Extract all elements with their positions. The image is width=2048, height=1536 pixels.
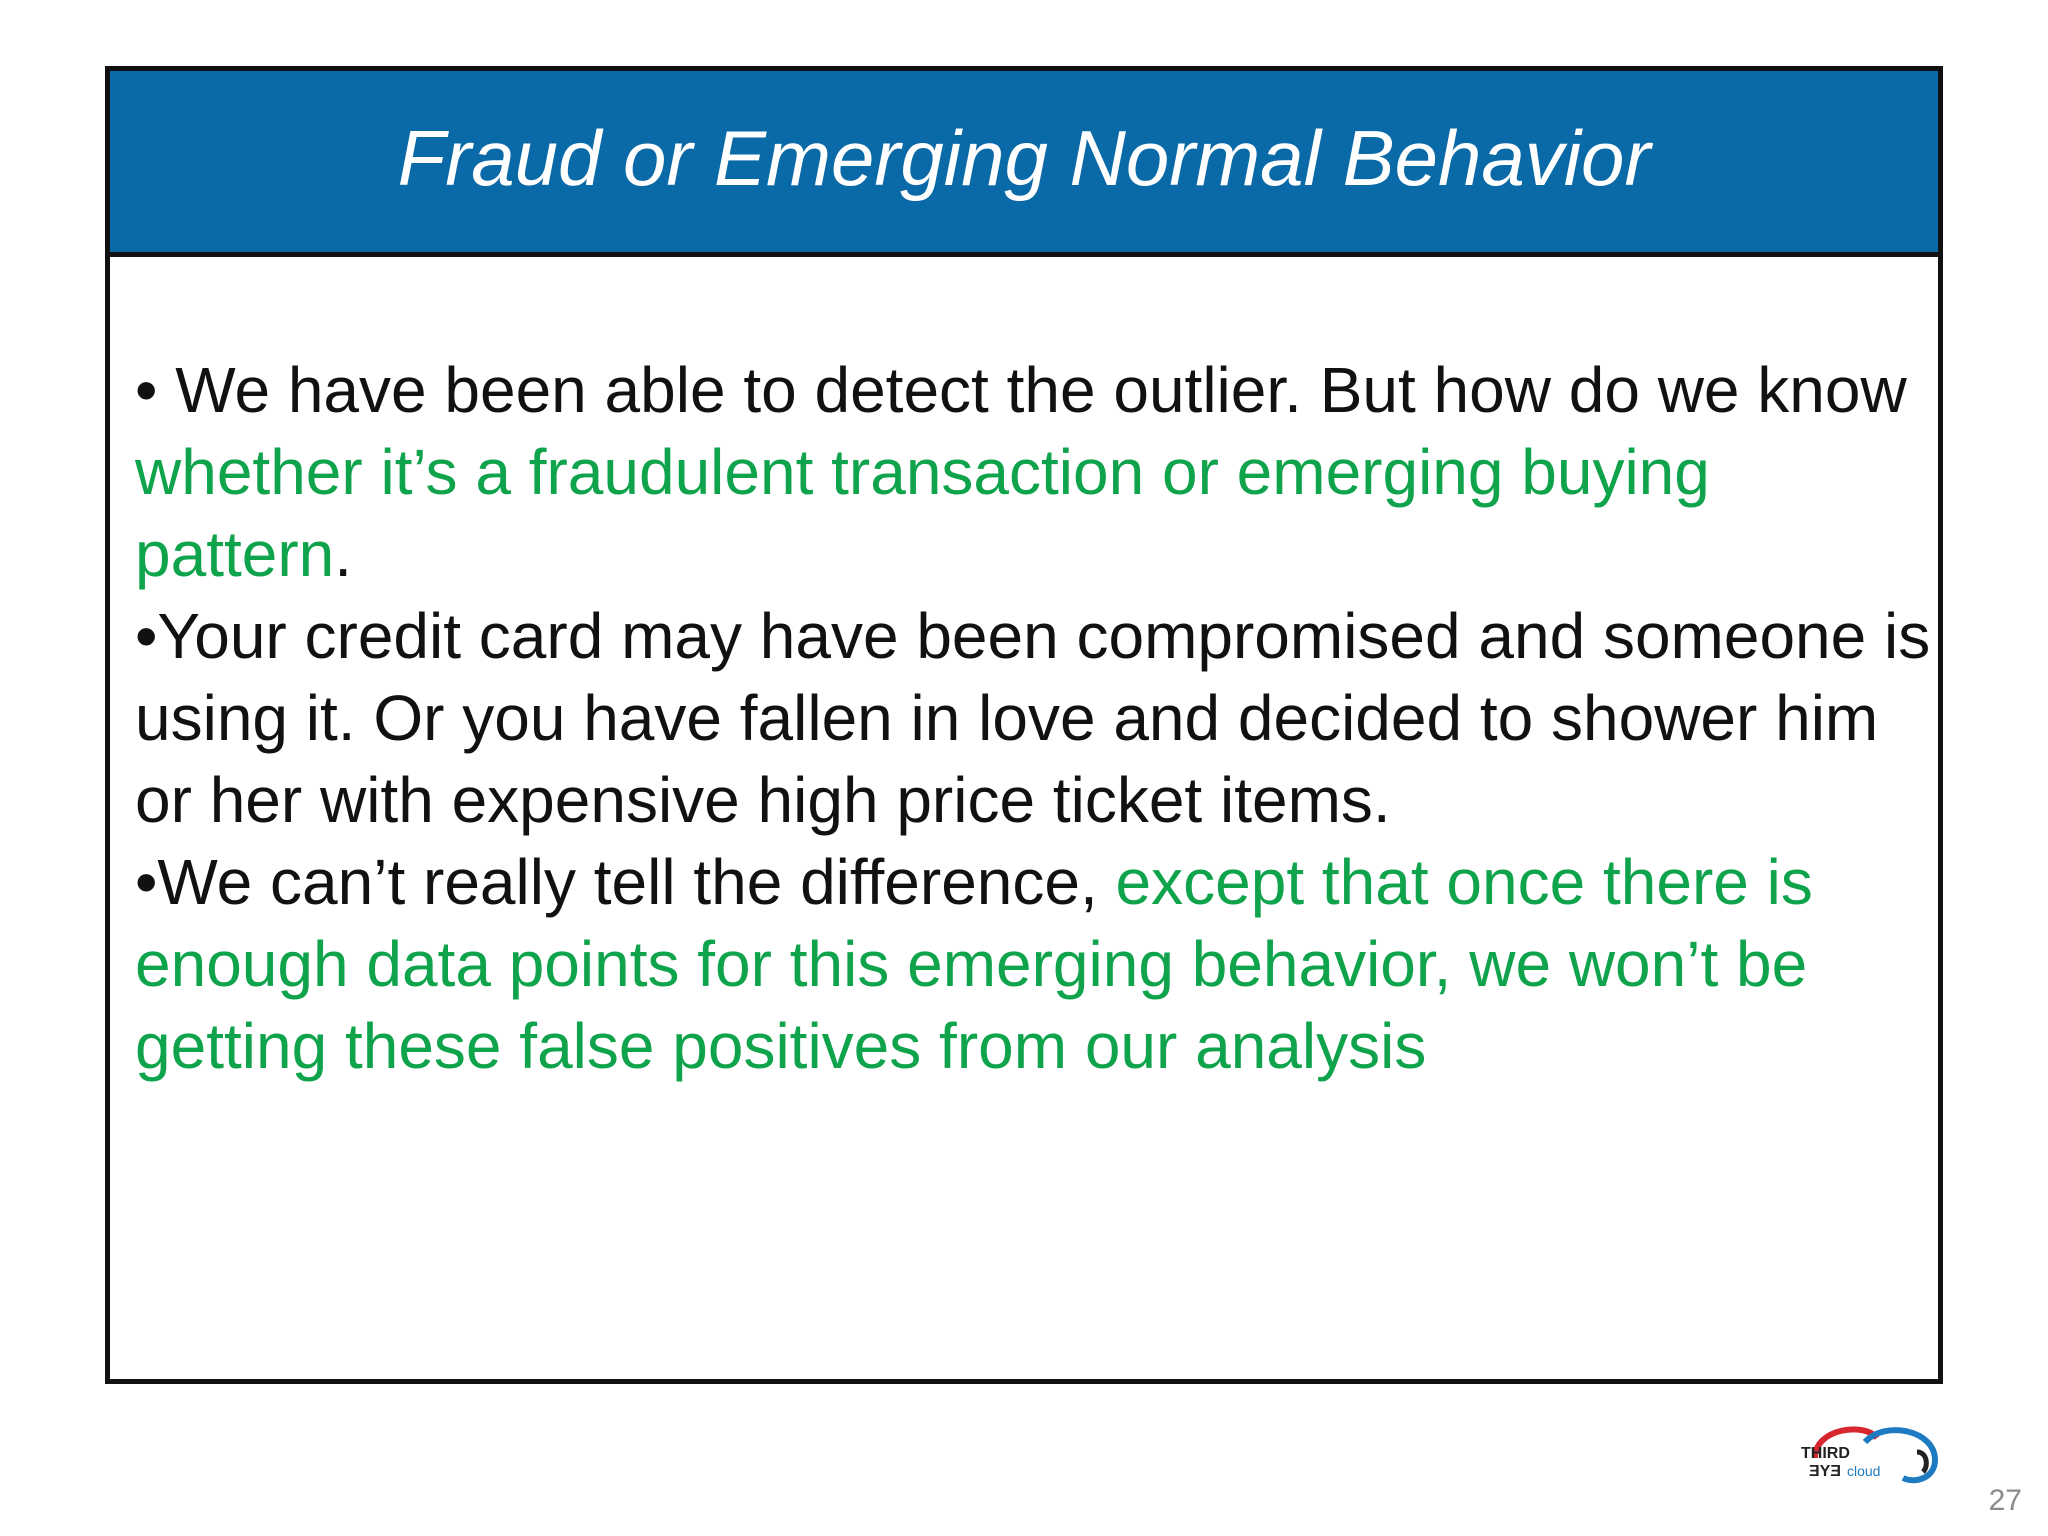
slide-title: Fraud or Emerging Normal Behavior: [397, 114, 1651, 202]
title-bar: [110, 71, 1938, 257]
slide-frame: [105, 66, 1943, 1384]
logo-text-top: THIRD: [1801, 1445, 1850, 1462]
logo-text-cloud: cloud: [1847, 1463, 1881, 1479]
bullet-3-highlight: except that once there is enough data points for this emerging behavior, we won’t be getting these false positives from our analysis: [135, 846, 1813, 1082]
third-eye-cloud-logo: [1795, 1420, 1945, 1486]
slide-body: [135, 349, 1935, 1087]
logo-mirrored-text: [1809, 1463, 1841, 1480]
bullet-1-text: • We have been able to detect the outlier. But how do we know: [135, 354, 1907, 426]
logo-dark-arc: [1917, 1452, 1926, 1472]
bullet-3-text: •We can’t really tell the difference,: [135, 846, 1116, 918]
bullet-3: [135, 841, 1935, 1087]
bullet-2: [135, 595, 1935, 841]
bullet-1-highlight: whether it’s a fraudulent transaction or emerging buying pattern: [135, 436, 1710, 590]
logo-text-bottom: EYE: [1808, 1463, 1841, 1480]
bullet-1-suffix: .: [334, 518, 353, 590]
bullet-1: [135, 349, 1935, 595]
bullet-2-text: •Your credit card may have been compromised and someone is using it. Or you have fallen in love and decided to shower him or her with expensive high price ticket items.: [135, 600, 1931, 836]
page-number: 27: [1988, 1484, 2022, 1517]
